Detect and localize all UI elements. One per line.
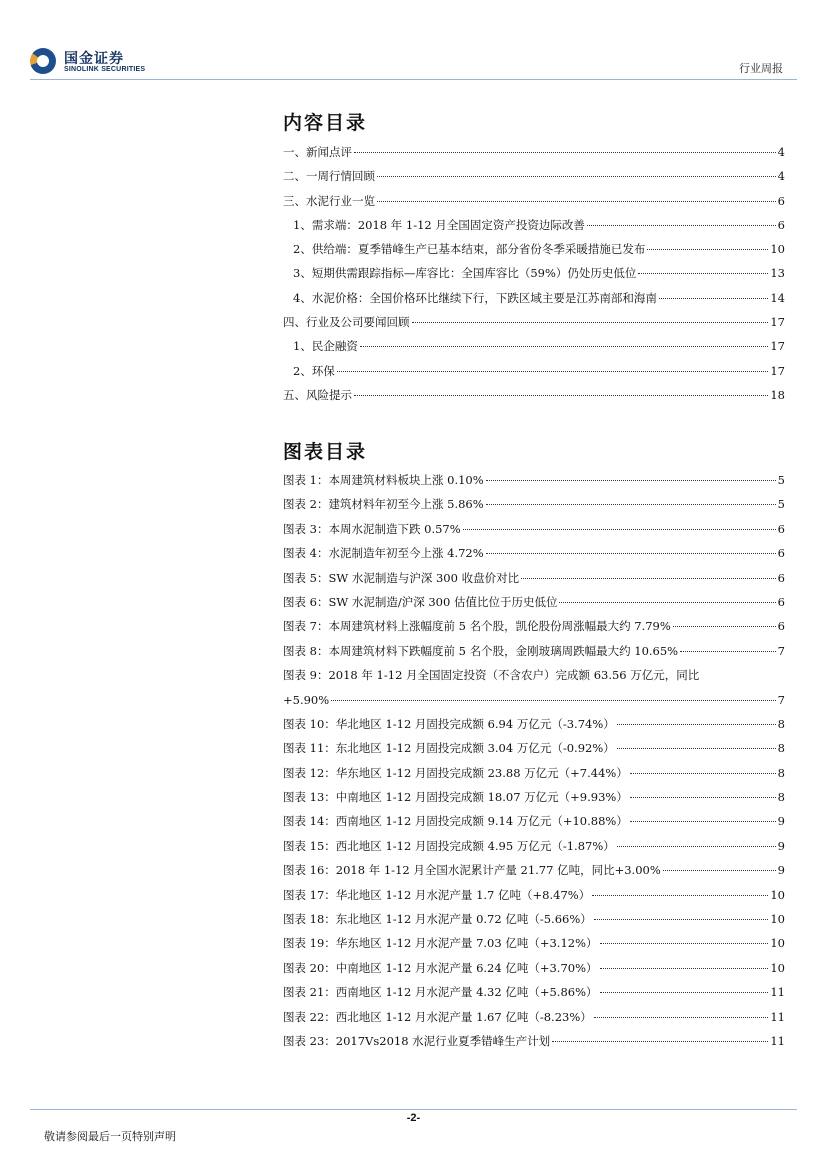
toc-entry-page: 17 xyxy=(770,315,785,330)
figure-entry[interactable] xyxy=(283,541,785,565)
figure-entry[interactable] xyxy=(283,1029,785,1053)
toc-entry[interactable] xyxy=(283,261,785,285)
dot-leader xyxy=(592,895,768,896)
figure-entry-page: 11 xyxy=(770,1009,785,1024)
toc-entry-text: 2、供给端：夏季错峰生产已基本结束，部分省份冬季采暖措施已发布 xyxy=(293,242,646,257)
dot-leader xyxy=(638,273,768,274)
toc-entry-text: 三、水泥行业一览 xyxy=(283,193,375,208)
dot-leader xyxy=(617,748,776,749)
figure-entry[interactable] xyxy=(283,614,785,638)
figure-entry-page: 10 xyxy=(770,887,785,902)
disclaimer-text: 敬请参阅最后一页特别声明 xyxy=(44,1130,176,1143)
figure-entry[interactable] xyxy=(283,468,785,492)
figure-entry-text: 图表 16：2018 年 1-12 月全国水泥累计产量 21.77 亿吨，同比+3.00% xyxy=(283,863,661,878)
figure-entry[interactable] xyxy=(283,1005,785,1029)
toc-entry-page: 17 xyxy=(770,363,785,378)
list-of-figures xyxy=(283,468,785,1053)
toc-entry[interactable] xyxy=(283,286,785,310)
figure-entry-text: 图表 13：中南地区 1-12 月固投完成额 18.07 万亿元（+9.93%） xyxy=(283,790,628,805)
figure-entry[interactable] xyxy=(283,761,785,785)
toc-entry-page: 13 xyxy=(770,266,785,281)
figure-entry[interactable] xyxy=(283,956,785,980)
figure-entry-text: 图表 6：SW 水泥制造/沪深 300 估值比位于历史低位 xyxy=(283,594,558,609)
dot-leader xyxy=(617,846,776,847)
figure-entry[interactable] xyxy=(283,566,785,590)
figures-title: 图表目录 xyxy=(283,441,368,463)
figure-entry-text: 图表 4：水泥制造年初至今上涨 4.72% xyxy=(283,546,484,561)
figure-entry-page: 6 xyxy=(777,546,785,561)
figure-entry[interactable] xyxy=(283,785,785,809)
figure-entry-text: 图表 18：东北地区 1-12 月水泥产量 0.72 亿吨（-5.66%） xyxy=(283,912,592,927)
toc-entry-text: 1、需求端：2018 年 1-12 月全国固定资产投资边际改善 xyxy=(293,217,585,232)
dot-leader xyxy=(360,346,769,347)
footer-divider xyxy=(30,1109,797,1110)
toc-entry-page: 4 xyxy=(777,145,785,159)
figure-entry-text: 图表 21：西南地区 1-12 月水泥产量 4.32 亿吨（+5.86%） xyxy=(283,985,598,1000)
figure-entry-page: 7 xyxy=(777,692,785,707)
figure-entry-page: 8 xyxy=(777,790,785,805)
dot-leader xyxy=(463,529,776,530)
figure-entry-text: 图表 5：SW 水泥制造与沪深 300 收盘价对比 xyxy=(283,570,520,585)
figure-entry-text: 图表 20：中南地区 1-12 月水泥产量 6.24 亿吨（+3.70%） xyxy=(283,960,598,975)
figure-entry[interactable] xyxy=(283,907,785,931)
figure-entry-page: 9 xyxy=(777,863,785,878)
toc-entry-page: 10 xyxy=(770,242,785,257)
dot-leader xyxy=(680,651,776,652)
company-logo xyxy=(30,46,160,80)
page-header xyxy=(0,0,827,80)
figure-entry[interactable] xyxy=(283,858,785,882)
toc-entry-text: 2、环保 xyxy=(293,363,335,378)
dot-leader xyxy=(647,249,768,250)
figure-entry-text: 图表 12：华东地区 1-12 月固投完成额 23.88 万亿元（+7.44%） xyxy=(283,765,628,780)
table-of-contents xyxy=(283,140,785,407)
toc-entry[interactable] xyxy=(283,359,785,383)
dot-leader xyxy=(587,225,776,226)
figure-entry-text: 图表 15：西北地区 1-12 月固投完成额 4.95 万亿元（-1.87%） xyxy=(283,838,615,853)
logo-mark-icon xyxy=(30,48,56,74)
figure-entry-text: 图表 1：本周建筑材料板块上涨 0.10% xyxy=(283,473,484,487)
dot-leader xyxy=(486,504,776,505)
figure-entry-page: 10 xyxy=(770,960,785,975)
figure-entry-page: 8 xyxy=(777,741,785,756)
dot-leader xyxy=(354,395,768,396)
dot-leader xyxy=(663,870,776,871)
figure-entry-page: 9 xyxy=(777,814,785,829)
figure-entry-text: 图表 11：东北地区 1-12 月固投完成额 3.04 万亿元（-0.92%） xyxy=(283,741,615,756)
figure-entry[interactable] xyxy=(283,883,785,907)
toc-entry[interactable] xyxy=(283,310,785,334)
figure-entry[interactable] xyxy=(283,639,785,663)
figure-entry-page: 5 xyxy=(777,473,785,487)
toc-entry-page: 17 xyxy=(770,339,785,354)
dot-leader xyxy=(630,797,776,798)
figure-entry-text: 图表 19：华东地区 1-12 月水泥产量 7.03 亿吨（+3.12%） xyxy=(283,936,598,951)
dot-leader xyxy=(630,773,776,774)
dot-leader xyxy=(594,1017,769,1018)
toc-entry-text: 3、短期供需跟踪指标—库容比：全国库容比（59%）仍处历史低位 xyxy=(293,266,637,281)
dot-leader xyxy=(673,626,776,627)
figure-entry[interactable] xyxy=(283,834,785,858)
dot-leader xyxy=(600,943,769,944)
dot-leader xyxy=(377,201,776,202)
figure-entry-page: 6 xyxy=(777,521,785,536)
toc-entry[interactable] xyxy=(283,140,785,164)
toc-entry-page: 14 xyxy=(770,290,785,305)
figure-entry-page: 9 xyxy=(777,838,785,853)
figure-entry-text: 图表 2：建筑材料年初至今上涨 5.86% xyxy=(283,497,484,512)
figure-entry-page: 6 xyxy=(777,619,785,634)
toc-entry-text: 一、新闻点评 xyxy=(283,145,352,159)
figure-entry-page: 11 xyxy=(770,985,785,1000)
figure-entry-text: +5.90% xyxy=(283,692,330,707)
figure-entry[interactable] xyxy=(283,517,785,541)
dot-leader xyxy=(559,602,775,603)
figure-entry-page: 11 xyxy=(770,1033,785,1048)
figure-entry-text: 图表 14：西南地区 1-12 月固投完成额 9.14 万亿元（+10.88%） xyxy=(283,814,628,829)
figure-entry-page: 6 xyxy=(777,570,785,585)
figure-entry[interactable] xyxy=(283,663,785,687)
logo-name-cn: 国金证券 xyxy=(64,51,124,67)
dot-leader xyxy=(486,480,776,481)
dot-leader xyxy=(412,322,769,323)
figure-entry[interactable] xyxy=(283,809,785,833)
toc-entry-text: 1、民企融资 xyxy=(293,339,358,354)
dot-leader xyxy=(630,821,776,822)
toc-entry-page: 18 xyxy=(770,387,785,402)
dot-leader xyxy=(331,700,776,701)
report-type-label: 行业周报 xyxy=(739,62,783,75)
figure-entry[interactable] xyxy=(283,980,785,1004)
dot-leader xyxy=(659,298,769,299)
toc-entry[interactable] xyxy=(283,334,785,358)
figure-entry-text: 图表 3：本周水泥制造下跌 0.57% xyxy=(283,521,461,536)
figure-entry[interactable] xyxy=(283,688,785,712)
dot-leader xyxy=(617,724,776,725)
toc-entry-page: 6 xyxy=(777,193,785,208)
toc-entry-text: 二、一周行情回顾 xyxy=(283,169,375,184)
figure-entry-page: 5 xyxy=(777,497,785,512)
dot-leader xyxy=(486,553,776,554)
toc-entry[interactable] xyxy=(283,189,785,213)
figure-entry-text: 图表 10：华北地区 1-12 月固投完成额 6.94 万亿元（-3.74%） xyxy=(283,716,615,731)
toc-entry[interactable] xyxy=(283,213,785,237)
figure-entry-text: 图表 17：华北地区 1-12 月水泥产量 1.7 亿吨（+8.47%） xyxy=(283,887,591,902)
toc-entry[interactable] xyxy=(283,383,785,407)
figure-entry[interactable] xyxy=(283,736,785,760)
figure-entry-text: 图表 7：本周建筑材料上涨幅度前 5 名个股，凯伦股份周涨幅最大约 7.79% xyxy=(283,619,671,634)
dot-leader xyxy=(600,968,769,969)
logo-name-en: SINOLINK SECURITIES xyxy=(64,66,146,73)
dot-leader xyxy=(337,371,769,372)
figure-entry-text: 图表 8：本周建筑材料下跌幅度前 5 名个股，金刚玻璃周跌幅最大约 10.65% xyxy=(283,643,679,658)
toc-title: 内容目录 xyxy=(283,112,368,134)
figure-entry[interactable] xyxy=(283,492,785,516)
header-divider xyxy=(30,79,797,80)
figure-entry-page: 8 xyxy=(777,765,785,780)
figure-entry-text: 图表 23：2017Vs2018 水泥行业夏季错峰生产计划 xyxy=(283,1033,551,1048)
dot-leader xyxy=(377,176,776,177)
figure-entry[interactable] xyxy=(283,590,785,614)
dot-leader xyxy=(552,1041,768,1042)
figure-entry-page: 8 xyxy=(777,716,785,731)
toc-entry-page: 6 xyxy=(777,217,785,232)
figure-entry-page: 10 xyxy=(770,936,785,951)
toc-entry[interactable] xyxy=(283,164,785,188)
figure-entry[interactable] xyxy=(283,931,785,955)
dot-leader xyxy=(600,992,769,993)
toc-entry-page: 4 xyxy=(777,169,785,184)
toc-entry-text: 四、行业及公司要闻回顾 xyxy=(283,315,410,330)
figure-entry-page: 7 xyxy=(777,643,785,658)
toc-entry-text: 五、风险提示 xyxy=(283,387,352,402)
dot-leader xyxy=(521,578,776,579)
figure-entry-page: 6 xyxy=(777,594,785,609)
toc-entry[interactable] xyxy=(283,237,785,261)
dot-leader xyxy=(354,152,776,153)
dot-leader xyxy=(594,919,769,920)
figure-entry-page: 10 xyxy=(770,912,785,927)
figure-entry-text: 图表 22：西北地区 1-12 月水泥产量 1.67 亿吨（-8.23%） xyxy=(283,1009,592,1024)
figure-entry[interactable] xyxy=(283,712,785,736)
toc-entry-text: 4、水泥价格：全国价格环比继续下行，下跌区域主要是江苏南部和海南 xyxy=(293,290,657,305)
figure-entry-text: 图表 9：2018 年 1-12 月全国固定投资（不含农户）完成额 63.56 万亿元，同比 xyxy=(283,668,700,683)
page-number: -2- xyxy=(406,1112,421,1124)
